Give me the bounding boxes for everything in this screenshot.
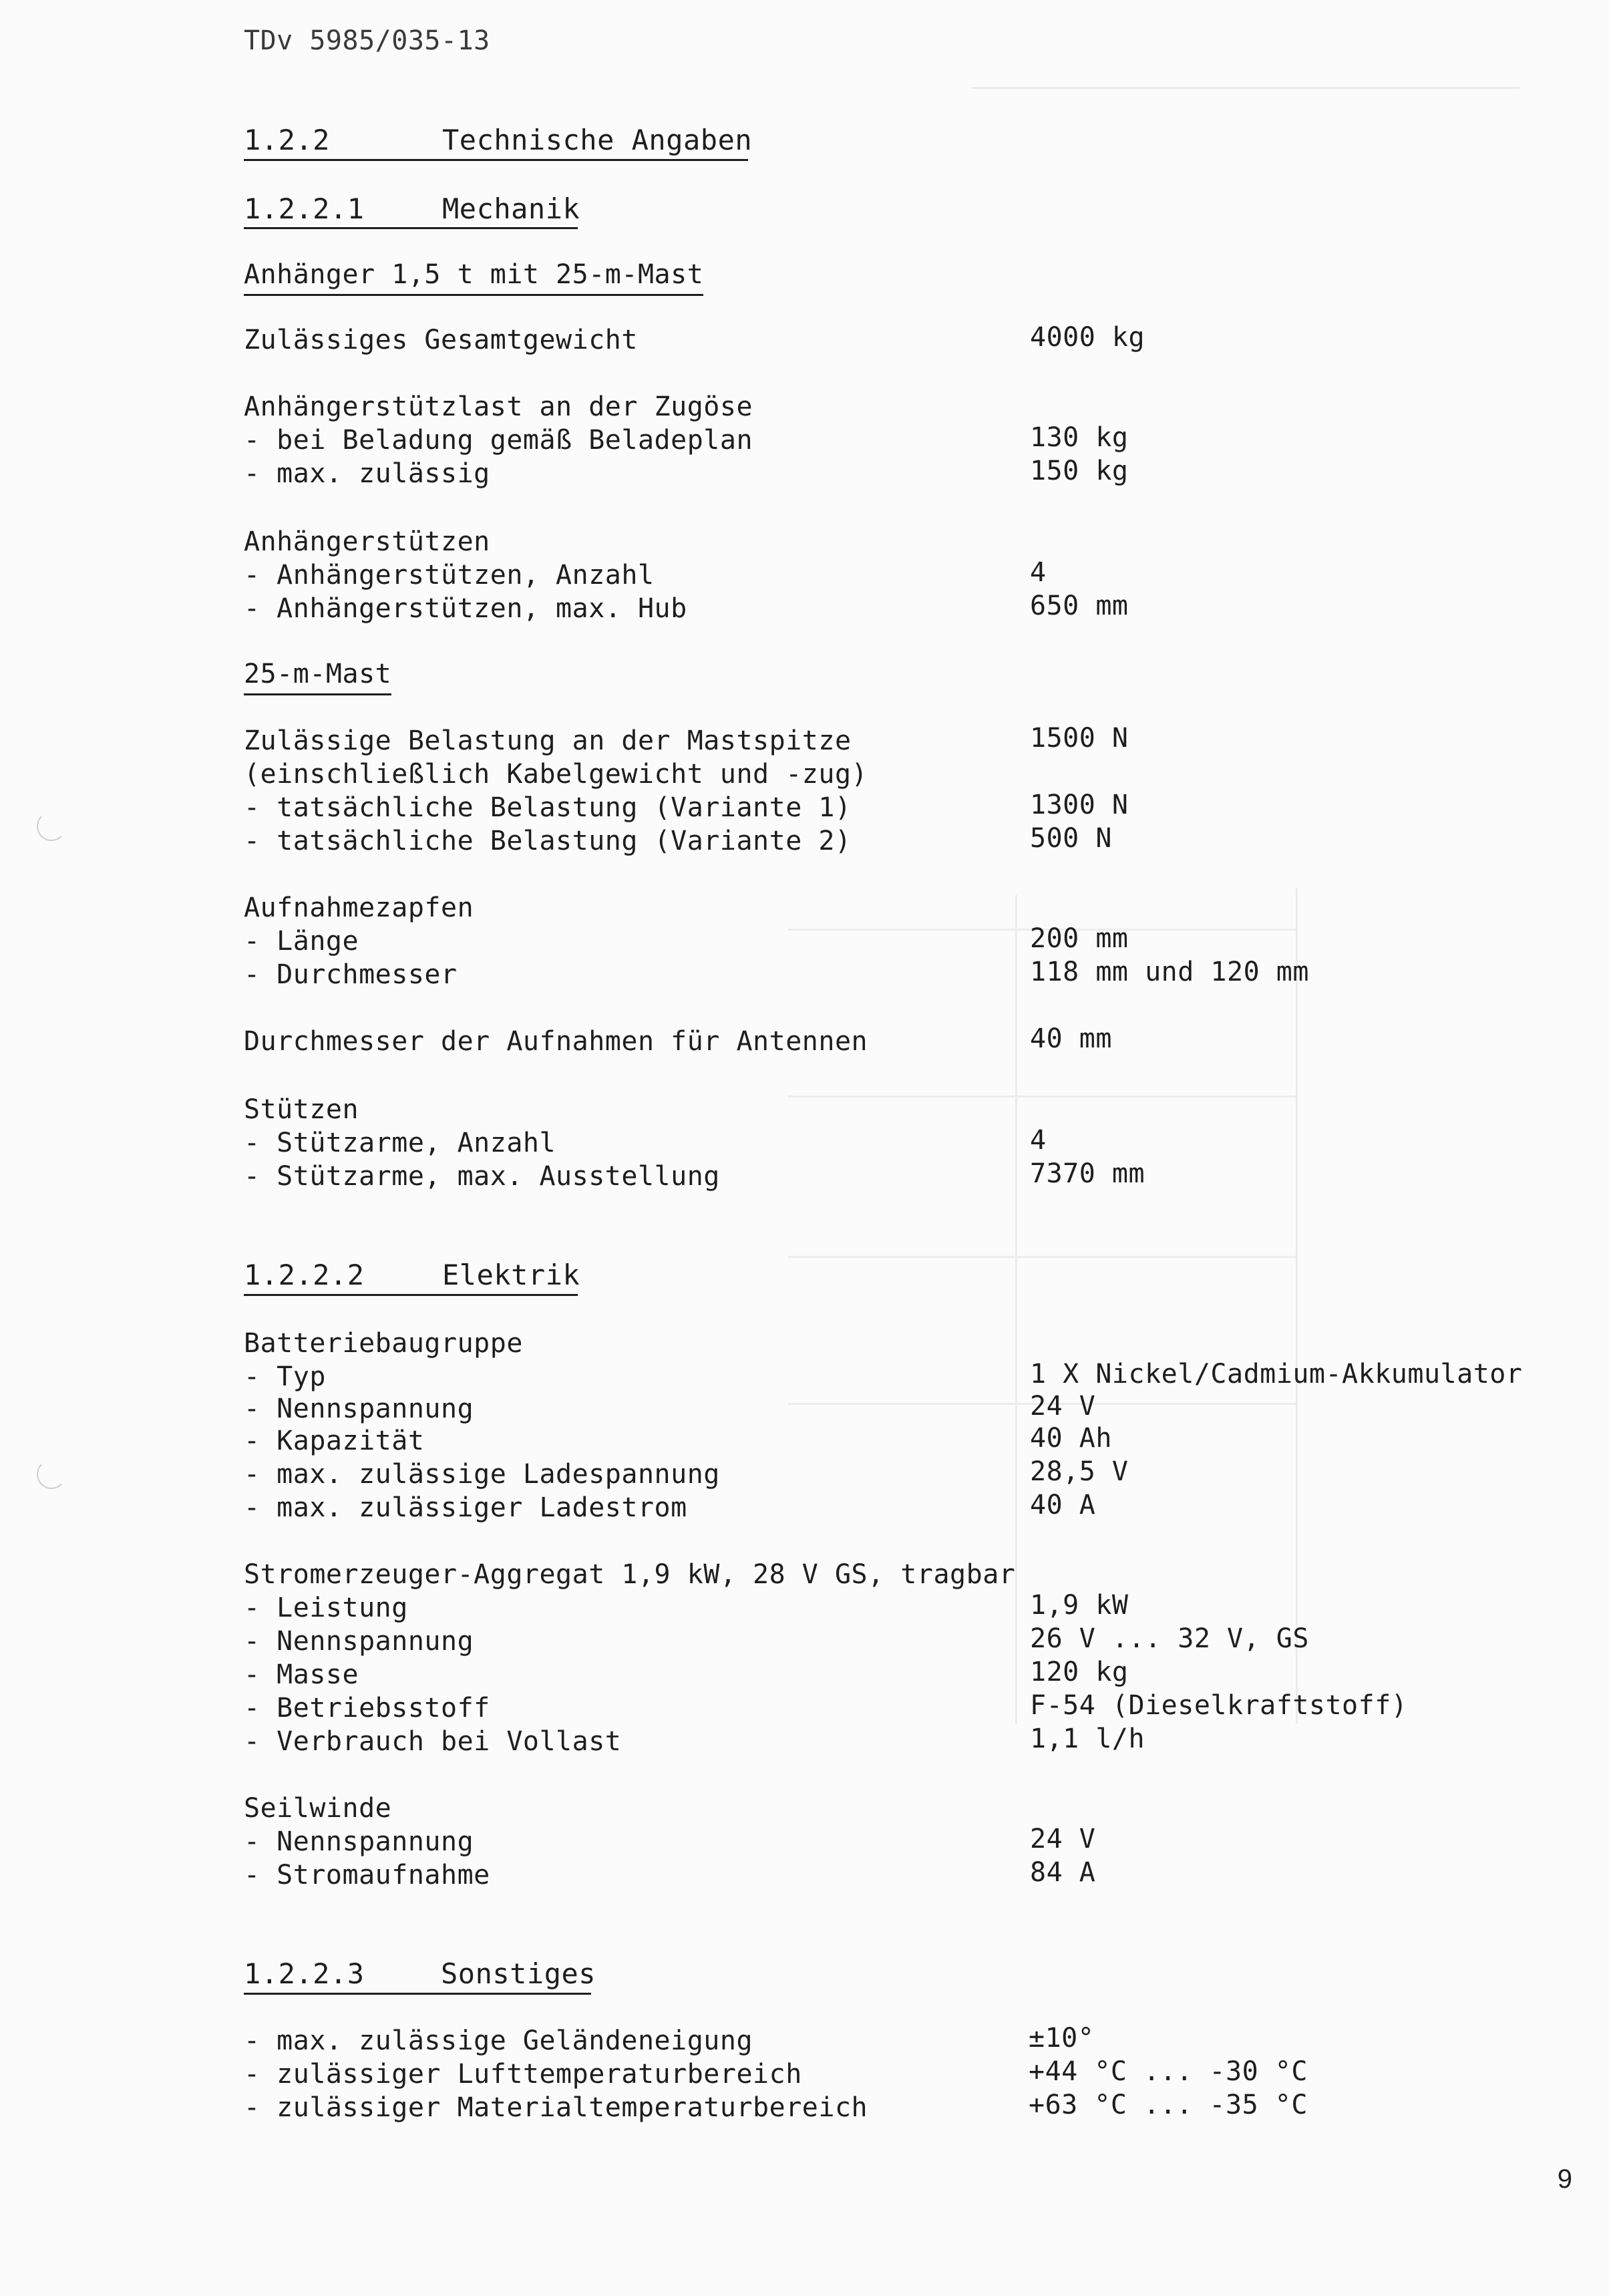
spec-label: - max. zulässige Geländeneigung (244, 2025, 753, 2056)
show-through-line (1296, 888, 1298, 1724)
spec-label: - Masse (244, 1659, 359, 1690)
spec-label: - Nennspannung (244, 1626, 474, 1657)
group-heading: Batteriebaugruppe (244, 1328, 523, 1359)
spec-label: - Nennspannung (244, 1826, 474, 1857)
spec-value: 4 (1030, 1125, 1047, 1156)
section-number-1-2-2-3: 1.2.2.3 (244, 1957, 365, 1990)
spec-value: 1300 N (1030, 790, 1129, 820)
spec-label: - max. zulässig (244, 458, 490, 489)
spec-value: 500 N (1030, 823, 1112, 854)
section-underline (244, 1993, 591, 1995)
spec-label: - Stromaufnahme (244, 1860, 490, 1891)
spec-label: - zulässiger Lufttemperaturbereich (244, 2059, 802, 2090)
subheading-anhaenger: Anhänger 1,5 t mit 25-m-Mast (244, 258, 703, 296)
spec-label-continued: (einschließlich Kabelgewicht und -zug) (244, 759, 868, 790)
spec-label: - Leistung (244, 1593, 408, 1623)
spec-label: - Nennspannung (244, 1393, 474, 1424)
spec-value: 1500 N (1030, 723, 1129, 754)
spec-label: Durchmesser der Aufnahmen für Antennen (244, 1026, 868, 1057)
spec-label: - Stützarme, Anzahl (244, 1128, 556, 1158)
section-title-sonstiges: Sonstiges (441, 1957, 596, 1990)
section-title-mechanik: Mechanik (442, 192, 580, 225)
spec-label: - max. zulässige Ladespannung (244, 1459, 720, 1490)
spec-value: 26 V ... 32 V, GS (1030, 1623, 1309, 1654)
spec-value: 40 mm (1030, 1023, 1112, 1054)
group-heading: Aufnahmezapfen (244, 892, 474, 923)
spec-label: - Typ (244, 1361, 326, 1392)
spec-value: 84 A (1030, 1857, 1096, 1888)
spec-value: 150 kg (1030, 456, 1129, 486)
spec-label: Zulässige Belastung an der Mastspitze (244, 725, 852, 756)
spec-value: 1 X Nickel/Cadmium-Akkumulator (1030, 1359, 1523, 1389)
spec-value: 24 V (1030, 1824, 1096, 1854)
spec-label: - max. zulässiger Ladestrom (244, 1492, 687, 1523)
spec-label: - Anhängerstützen, Anzahl (244, 560, 655, 591)
spec-value: 130 kg (1030, 422, 1129, 453)
spec-value: 118 mm und 120 mm (1030, 957, 1309, 987)
section-underline (244, 159, 748, 161)
spec-label: - Stützarme, max. Ausstellung (244, 1161, 720, 1192)
spec-label: - bei Beladung gemäß Beladeplan (244, 425, 753, 456)
section-title-technische-angaben: Technische Angaben (442, 124, 753, 156)
section-underline (244, 227, 578, 229)
punch-hole-mark (37, 1460, 66, 1489)
spec-value: +63 °C ... -35 °C (1029, 2090, 1308, 2120)
subheading-mast: 25-m-Mast (244, 657, 391, 695)
spec-label: - tatsächliche Belastung (Variante 2) (244, 826, 852, 856)
section-number-1-2-2-1: 1.2.2.1 (244, 192, 365, 225)
spec-value: 40 Ah (1030, 1423, 1112, 1454)
show-through-line (788, 1096, 1296, 1098)
show-through-line (972, 87, 1519, 89)
group-heading: Anhängerstützlast an der Zugöse (244, 391, 753, 422)
spec-label: - tatsächliche Belastung (Variante 1) (244, 792, 852, 823)
spec-label: - Betriebsstoff (244, 1693, 490, 1724)
spec-label: - Verbrauch bei Vollast (244, 1726, 622, 1757)
spec-label: Zulässiges Gesamtgewicht (244, 325, 638, 355)
spec-value: 650 mm (1030, 591, 1129, 621)
section-number-1-2-2: 1.2.2 (244, 124, 330, 156)
section-number-1-2-2-2: 1.2.2.2 (244, 1259, 365, 1291)
spec-value: 28,5 V (1030, 1456, 1129, 1487)
spec-value: ±10° (1029, 2023, 1095, 2054)
spec-label: - Länge (244, 926, 359, 957)
spec-value: 24 V (1030, 1391, 1096, 1422)
spec-value: 40 A (1030, 1490, 1096, 1520)
spec-value: F-54 (Dieselkraftstoff) (1030, 1690, 1408, 1721)
group-heading: Stützen (244, 1094, 359, 1125)
punch-hole-mark (37, 812, 66, 841)
group-heading: Seilwinde (244, 1793, 392, 1824)
show-through-line (788, 1256, 1296, 1258)
document-id: TDv 5985/035-13 (244, 25, 490, 56)
group-heading: Stromerzeuger-Aggregat 1,9 kW, 28 V GS, tragbar (244, 1559, 1016, 1590)
page-number: 9 (1557, 2164, 1572, 2194)
section-title-elektrik: Elektrik (442, 1259, 580, 1291)
spec-value: 200 mm (1030, 923, 1129, 954)
spec-value: 4 (1030, 557, 1047, 588)
spec-value: 1,9 kW (1030, 1590, 1129, 1621)
spec-value: +44 °C ... -30 °C (1029, 2056, 1308, 2087)
show-through-line (1015, 895, 1017, 1724)
group-heading: Anhängerstützen (244, 526, 490, 557)
spec-label: - zulässiger Materialtemperaturbereich (244, 2092, 868, 2123)
spec-value: 1,1 l/h (1030, 1724, 1145, 1754)
spec-value: 120 kg (1030, 1657, 1129, 1687)
spec-label: - Anhängerstützen, max. Hub (244, 593, 687, 624)
spec-label: - Kapazität (244, 1426, 425, 1456)
spec-label: - Durchmesser (244, 959, 458, 990)
spec-value: 4000 kg (1030, 322, 1145, 353)
section-underline (244, 1294, 578, 1296)
spec-value: 7370 mm (1030, 1158, 1145, 1189)
